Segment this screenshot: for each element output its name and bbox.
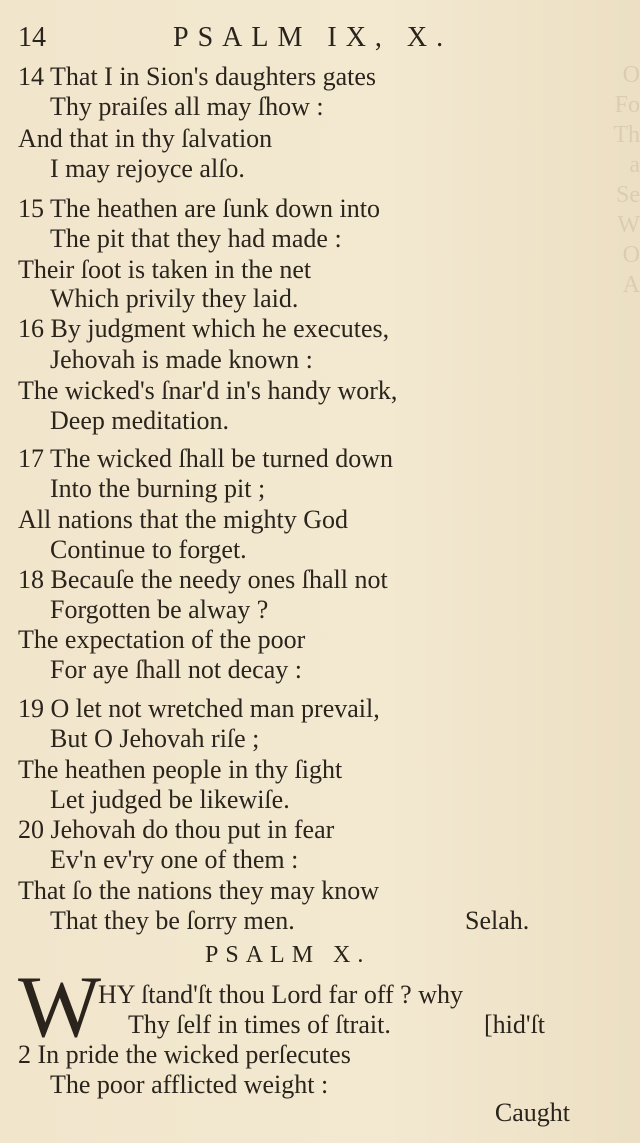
- verse-line: Deep meditation.: [50, 406, 230, 435]
- verse-line: 19 O let not wretched man prevail,: [18, 694, 380, 723]
- verse-line: 14 That I in Sion's daughters gates: [18, 62, 377, 91]
- bleed-line: Fo: [614, 92, 640, 118]
- running-head: PSALM IX, X.: [173, 22, 453, 53]
- bleed-line: Se: [616, 182, 640, 208]
- verse-line: HY ſtand'ſt thou Lord far off ? why: [98, 980, 463, 1009]
- verse-line: 16 By judgment which he executes,: [18, 314, 390, 343]
- verse-line: And that in thy ſalvation: [18, 124, 273, 153]
- verse-line: 15 The heathen are ſunk down into: [18, 194, 380, 223]
- verse-line: The wicked's ſnar'd in's handy work,: [18, 376, 398, 405]
- bleed-line: a: [629, 152, 640, 178]
- verse-line: For aye ſhall not decay :: [50, 655, 302, 684]
- verse-line: The heathen people in thy ſight: [18, 755, 343, 784]
- verse-line: 20 Jehovah do thou put in fear: [18, 815, 335, 844]
- verse-line: [hid'ſt: [484, 1010, 546, 1039]
- verse-line: Their ſoot is taken in the net: [18, 255, 312, 284]
- verse-line: Continue to forget.: [50, 535, 247, 564]
- verse-line: Which privily they laid.: [50, 284, 299, 313]
- page-number: 14: [18, 22, 46, 53]
- verse-line: 17 The wicked ſhall be turned down: [18, 444, 393, 473]
- verse-line: The poor afflicted weight :: [50, 1070, 329, 1099]
- verse-line: That ſo the nations they may know: [18, 876, 380, 905]
- verse-line: Thy ſelf in times of ſtrait.: [128, 1010, 391, 1039]
- verse-line: Ev'n ev'ry one of them :: [50, 845, 299, 874]
- verse-line: All nations that the mighty God: [18, 505, 349, 534]
- page-header: [18, 22, 618, 62]
- catchword: Caught: [494, 1098, 570, 1127]
- verse-line: I may rejoyce alſo.: [50, 154, 245, 183]
- verse-line: 18 Becauſe the needy ones ſhall not: [18, 565, 388, 594]
- verse-line: Into the burning pit ;: [50, 474, 266, 503]
- verse-line: The pit that they had made :: [50, 224, 342, 253]
- drop-cap: W: [18, 959, 102, 1056]
- verse-line: Let judged be likewiſe.: [50, 785, 290, 814]
- verse-line: 2 In pride the wicked perſecutes: [18, 1040, 351, 1069]
- verse-line: Forgotten be alway ?: [50, 595, 269, 624]
- verse-line: Thy praiſes all may ſhow :: [50, 92, 324, 121]
- psalm-10-heading: PSALM X.: [205, 942, 371, 968]
- bleed-line: O: [622, 242, 640, 268]
- bleed-line: W: [617, 212, 640, 238]
- verse-line: The expectation of the poor: [18, 625, 306, 654]
- verse-line: Jehovah is made known :: [50, 345, 313, 374]
- verse-line: That they be ſorry men.: [50, 906, 295, 935]
- verse-line: But O Jehovah riſe ;: [50, 724, 260, 753]
- bleed-line: A: [622, 272, 640, 298]
- bleed-through-text: [520, 60, 640, 760]
- selah-mark: Selah.: [465, 906, 530, 935]
- bleed-line: Th: [613, 122, 640, 148]
- bleed-line: O: [622, 62, 640, 88]
